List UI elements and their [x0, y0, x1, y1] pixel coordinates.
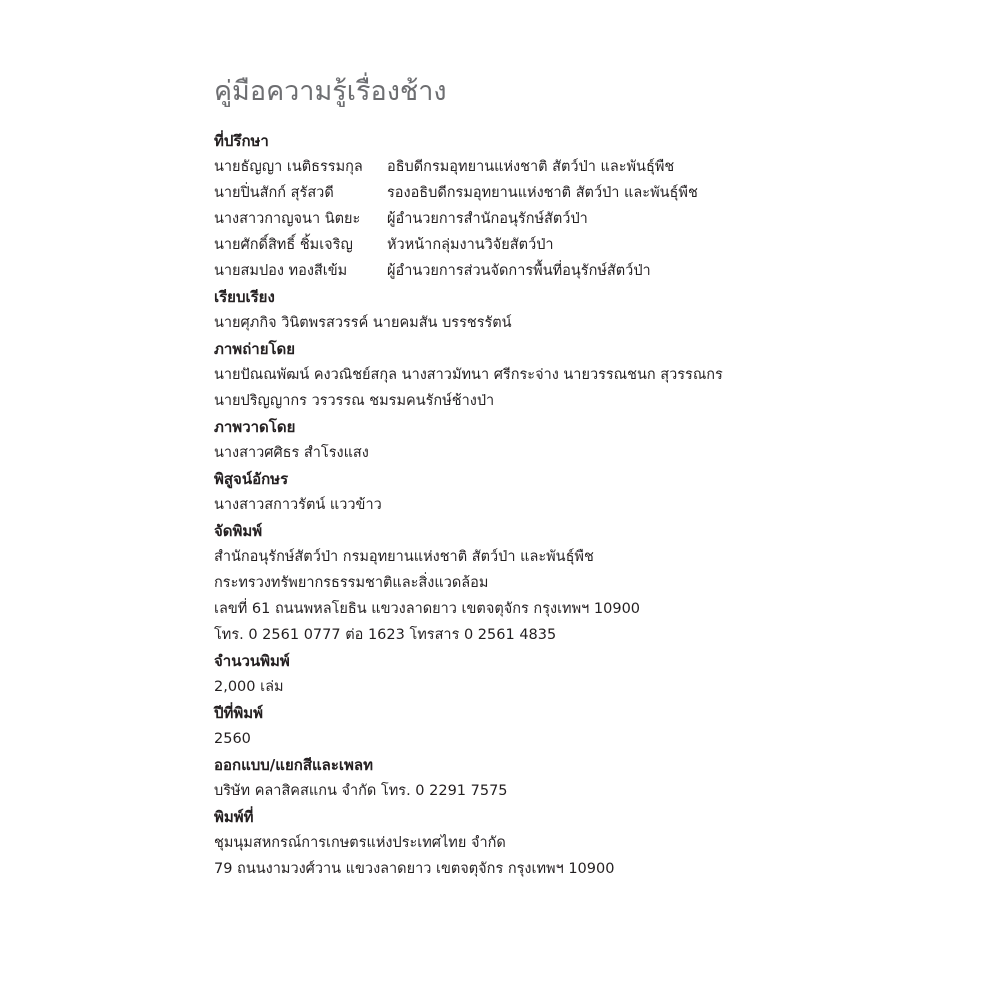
photos-line: นายปัณณพัฒน์ คงวณิชย์สกุล นางสาวมัทนา ศรีกระจ่าง นายวรรณชนก สุวรรณกร — [214, 367, 723, 383]
compiled-by-heading: เรียบเรียง — [214, 288, 275, 306]
photos-line: นายปริญญากร วรวรรณ ชมรมคนรักษ์ช้างป่า — [214, 393, 495, 409]
proofreading-line: นางสาวสกาวรัตน์ แววข้าว — [214, 497, 382, 513]
publisher-address: เลขที่ 61 ถนนพหลโยธิน แขวงลาดยาว เขตจตุจักร กรุงเทพฯ 10900 — [214, 601, 641, 617]
advisor-name: นายศักดิ์สิทธิ์ ชิ้มเจริญ — [214, 237, 353, 253]
advisor-row — [214, 206, 974, 232]
advisor-role: ผู้อำนวยการส่วนจัดการพื้นที่อนุรักษ์สัตว์ป่า — [387, 263, 651, 279]
advisor-name: นางสาวกาญจนา นิตยะ — [214, 211, 361, 227]
advisors-heading: ที่ปรึกษา — [214, 132, 269, 150]
drawings-line: นางสาวศศิธร สำโรงแสง — [214, 445, 369, 461]
publisher-line: กระทรวงทรัพยากรธรรมชาติและสิ่งแวดล้อม — [214, 575, 489, 591]
advisor-name: นายปิ่นสักก์ สุรัสวดี — [214, 185, 334, 201]
advisor-name: นายธัญญา เนติธรรมกุล — [214, 159, 363, 175]
publisher-heading: จัดพิมพ์ — [214, 522, 263, 540]
proofreading-heading: พิสูจน์อักษร — [214, 470, 289, 488]
publisher-phone: โทร. 0 2561 0777 ต่อ 1623 โทรสาร 0 2561 4835 — [214, 627, 557, 643]
advisor-name: นายสมปอง ทองสีเข้ม — [214, 263, 348, 279]
print-run-heading: จำนวนพิมพ์ — [214, 652, 290, 670]
print-run-value: 2,000 เล่ม — [214, 679, 284, 695]
print-year-heading: ปีที่พิมพ์ — [214, 704, 264, 722]
advisor-role: ผู้อำนวยการสำนักอนุรักษ์สัตว์ป่า — [387, 211, 588, 227]
page-title: คู่มือความรู้เรื่องช้าง — [214, 76, 447, 107]
printer-line: ชุมนุมสหกรณ์การเกษตรแห่งประเทศไทย จำกัด — [214, 835, 506, 851]
advisor-row — [214, 232, 974, 258]
printer-address: 79 ถนนงามวงศ์วาน แขวงลาดยาว เขตจตุจักร กรุงเทพฯ 10900 — [214, 861, 615, 877]
design-heading: ออกแบบ/แยกสีและเพลท — [214, 756, 373, 774]
advisor-row — [214, 154, 974, 180]
advisor-role: อธิบดีกรมอุทยานแห่งชาติ สัตว์ป่า และพันธุ์พืช — [387, 159, 675, 175]
publisher-line: สำนักอนุรักษ์สัตว์ป่า กรมอุทยานแห่งชาติ สัตว์ป่า และพันธุ์พืช — [214, 549, 594, 565]
design-line: บริษัท คลาสิคสแกน จำกัด โทร. 0 2291 7575 — [214, 783, 508, 799]
credits-section — [214, 128, 974, 882]
printer-heading: พิมพ์ที่ — [214, 808, 254, 826]
photos-heading: ภาพถ่ายโดย — [214, 340, 296, 358]
compiled-by-line: นายศุภกิจ วินิตพรสวรรค์ นายคมสัน บรรชรรัตน์ — [214, 315, 512, 331]
drawings-heading: ภาพวาดโดย — [214, 418, 296, 436]
advisor-role: หัวหน้ากลุ่มงานวิจัยสัตว์ป่า — [387, 237, 554, 253]
advisor-role: รองอธิบดีกรมอุทยานแห่งชาติ สัตว์ป่า และพันธุ์พืช — [387, 185, 698, 201]
advisor-row — [214, 180, 974, 206]
advisor-row — [214, 258, 974, 284]
print-year-value: 2560 — [214, 731, 251, 747]
